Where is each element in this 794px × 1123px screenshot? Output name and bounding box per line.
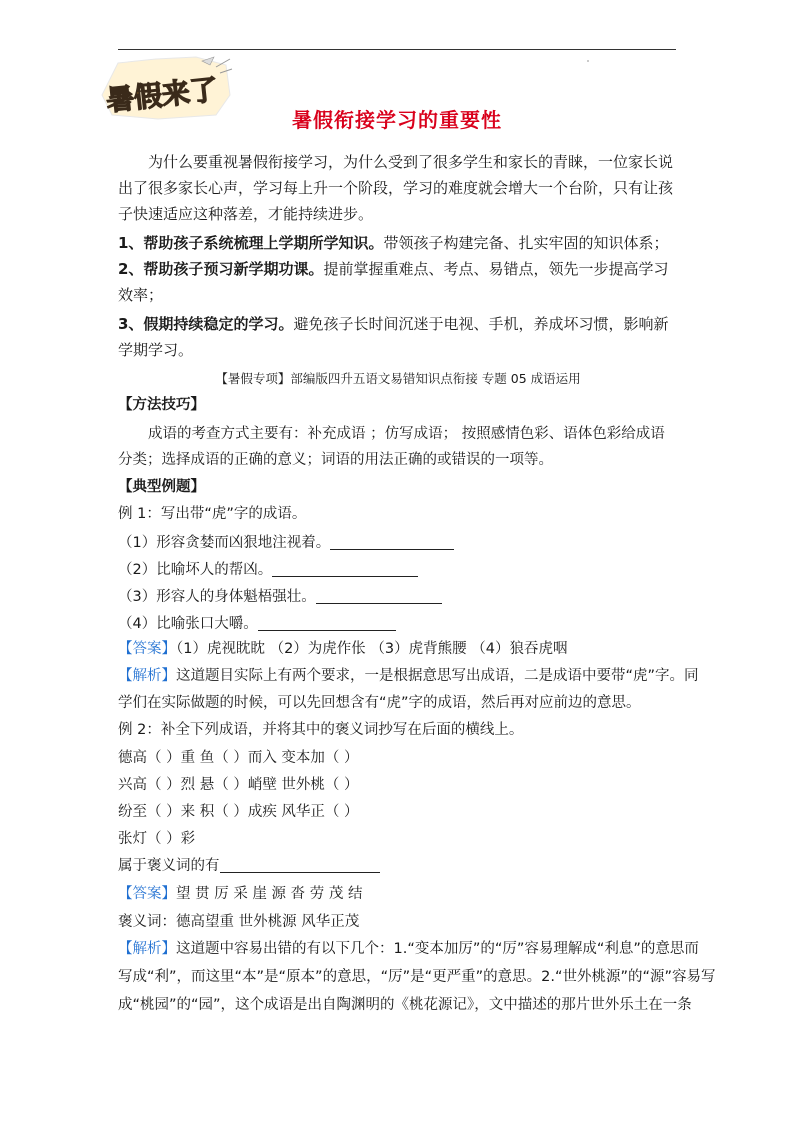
ex2-blank-line xyxy=(118,855,678,877)
ex2-analysis-1 xyxy=(118,938,699,960)
ex1-item-2-text: （2）比喻坏人的帮凶。 xyxy=(118,562,273,578)
point-3 xyxy=(118,311,678,363)
header-rule xyxy=(118,49,676,50)
ex1-blank-3[interactable] xyxy=(316,588,442,604)
ex1-analysis-2: 学们在实际做题的时候，可以先回想含有“虎”字的成语，然后再对应前边的意思。 xyxy=(118,695,641,711)
ex1-item-1-text: （1）形容贪婪而凶狠地注视着。 xyxy=(118,535,331,551)
ex1-answer-text: （1）虎视眈眈 （2）为虎作伥 （3）虎背熊腰 （4）狼吞虎咽 xyxy=(176,641,568,657)
intro-paragraph: 为什么要重视暑假衔接学习，为什么受到了很多学生和家长的青睐，一位家长说出了很多家长心声，学习每上升一个阶段，学习的难度就会增大一个台阶，只有让孩子快速适应这种落差，才能持续进步。 xyxy=(118,153,674,223)
ex2-answer xyxy=(118,883,678,905)
method-text: 成语的考查方式主要有：补充成语 ；仿写成语； 按照感情色彩、语体色彩给成语分类；选择成语的正确的意义；词语的用法正确的或错误的一项等。 xyxy=(118,426,665,468)
ex1-item-1 xyxy=(118,532,678,554)
point-3-head: 3、假期持续稳定的学习。 xyxy=(118,315,294,333)
ex1-blank-4[interactable] xyxy=(258,615,396,631)
ex2-analysis-3: 成“桃园”的“园”，这个成语是出自陶渊明的《桃花源记》，文中描述的那片世外乐土在一条 xyxy=(118,997,692,1013)
ex1-blank-2[interactable] xyxy=(272,561,418,577)
ex2-analysis-tag: 【解析】 xyxy=(118,941,176,957)
ex1-analysis-tag: 【解析】 xyxy=(118,668,176,684)
ex2-commend-line: 褒义词：德高望重 世外桃源 风华正茂 xyxy=(118,914,360,930)
method-heading: 【方法技巧】 xyxy=(118,397,205,413)
ex1-analysis-text-1: 这道题目实际上有两个要求，一是根据意思写出成语，二是成语中要带“虎”字。同 xyxy=(176,668,699,684)
point-2-head: 2、帮助孩子预习新学期功课。 xyxy=(118,260,324,278)
ex2-analysis-text-1: 这道题中容易出错的有以下几个：1.“变本加厉”的“厉”容易理解成“利息”的意思而 xyxy=(176,941,699,957)
doc-subtitle: 【暑假专项】部编版四升五语文易错知识点衔接 专题 05 成语运用 xyxy=(215,371,581,386)
point-3-body: 避免孩子长时间沉迷于电视、手机，养成坏习惯，影响新学期学习。 xyxy=(118,315,669,359)
ex2-prompt: 例 2：补全下列成语，并将其中的褒义词抄写在后面的横线上。 xyxy=(118,722,524,738)
ex1-item-3-text: （3）形容人的身体魁梧强壮。 xyxy=(118,589,316,605)
ex1-item-2 xyxy=(118,559,678,581)
page-title: 暑假衔接学习的重要性 xyxy=(292,108,502,132)
ex1-answer xyxy=(118,638,678,660)
ex2-answer-text: 望 贯 厉 采 崖 源 沓 劳 茂 结 xyxy=(176,886,363,902)
ex2-row-1: 德高（ ）重 鱼（ ）而入 变本加（ ） xyxy=(118,750,359,766)
ex2-row-4: 张灯（ ）彩 xyxy=(118,831,196,847)
ex2-blank-label: 属于褒义词的有 xyxy=(118,858,220,874)
ex1-answer-tag: 【答案】 xyxy=(118,641,176,657)
ex1-item-4 xyxy=(118,613,678,635)
ex1-prompt: 例 1：写出带“虎”字的成语。 xyxy=(118,506,307,522)
point-1-head: 1、帮助孩子系统梳理上学期所学知识。 xyxy=(118,234,384,252)
ex2-row-3: 纷至（ ）来 积（ ）成疾 风华正（ ） xyxy=(118,804,359,820)
point-2 xyxy=(118,256,678,308)
point-1-body: 带领孩子构建完备、扎实牢固的知识体系； xyxy=(383,234,669,252)
ex1-analysis-1 xyxy=(118,665,699,687)
point-1 xyxy=(118,230,678,256)
ex1-blank-1[interactable] xyxy=(330,534,454,550)
ex2-answer-tag: 【答案】 xyxy=(118,886,176,902)
svg-text:暑假来了: 暑假来了 xyxy=(104,72,220,118)
ex2-blank[interactable] xyxy=(220,857,380,873)
ex2-row-2: 兴高（ ）烈 悬（ ）峭壁 世外桃（ ） xyxy=(118,777,359,793)
ex2-analysis-2: 写成“利”，而这里“本”是“原本”的意思，“厉”是“更严重”的意思。2.“世外桃源”的“源”容易写 xyxy=(118,969,716,985)
examples-heading: 【典型例题】 xyxy=(118,479,205,495)
ex1-item-3 xyxy=(118,586,678,608)
ex1-item-4-text: （4）比喻张口大嚼。 xyxy=(118,616,258,632)
point-2-body: 提前掌握重难点、考点、易错点，领先一步提高学习效率； xyxy=(118,260,669,304)
header-dot xyxy=(587,60,589,62)
